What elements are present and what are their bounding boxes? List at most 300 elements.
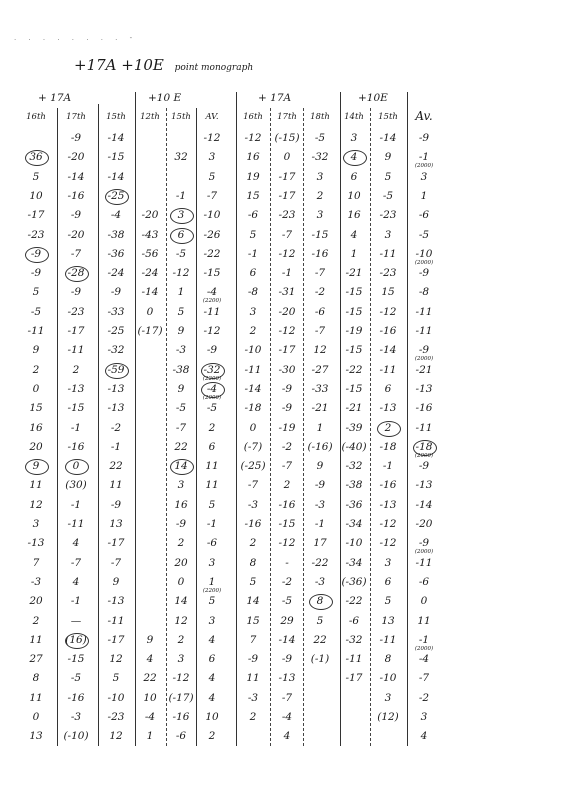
table-cell: 5 <box>316 614 324 627</box>
table-cell: -32 <box>107 344 125 357</box>
table-cell: -4 <box>110 209 122 222</box>
table-cell: -15 <box>311 228 329 241</box>
table-cell: -13 <box>278 672 296 685</box>
table-cell: 6 <box>384 382 392 395</box>
table-cell: -15 <box>345 344 363 357</box>
table-cell: -24 <box>141 267 159 280</box>
table-cell: -59 <box>99 364 133 376</box>
table-cell: -12 <box>203 132 221 144</box>
cell-note: (2000) <box>414 163 434 170</box>
table-cell: 9 <box>146 633 154 646</box>
table-cell: -12 <box>278 325 296 337</box>
table-cell: -5 <box>175 247 187 260</box>
table-cell: 2 <box>177 537 185 550</box>
table-cell: 12 <box>174 614 188 627</box>
table-cell: 6 <box>208 440 216 453</box>
table-cell: -15 <box>107 151 125 164</box>
table-cell: -12 <box>172 672 190 685</box>
table-cell: 3 <box>384 556 392 569</box>
table-cell: 16 <box>347 209 361 222</box>
table-cell: 6 <box>167 229 195 241</box>
table-cell: -12 <box>278 537 296 550</box>
table-cell: -10 <box>415 247 433 260</box>
column-header: 15th <box>378 112 398 122</box>
table-cell: -23 <box>107 711 125 723</box>
table-cell: 16 <box>246 151 260 164</box>
table-cell: -14 <box>379 344 397 357</box>
table-cell: -17 <box>278 170 296 183</box>
table-cell: -9 <box>418 537 430 550</box>
table-cell: 12 <box>109 730 123 743</box>
table-cell: -9 <box>70 132 82 144</box>
table-cell: (-15) <box>274 132 300 144</box>
table-cell: 5 <box>32 170 40 183</box>
table-cell: 20 <box>174 556 188 569</box>
table-cell: 15 <box>246 614 260 627</box>
title-note: point monograph <box>174 63 254 73</box>
table-cell: -13 <box>379 402 397 415</box>
table-cell: -13 <box>27 537 45 550</box>
table-cell: 3 <box>208 556 216 569</box>
table-cell: -13 <box>415 479 433 492</box>
table-cell: 32 <box>174 151 188 164</box>
table-cell: 3 <box>208 614 216 627</box>
table-cell: 11 <box>29 691 43 704</box>
table-cell: - <box>285 556 289 569</box>
table-cell: 16 <box>29 421 43 434</box>
table-cell: -32 <box>311 151 329 164</box>
table-cell: 8 <box>32 672 40 685</box>
table-cell: -34 <box>345 518 363 530</box>
table-cell: 5 <box>384 170 392 183</box>
table-cell: 22 <box>109 460 123 473</box>
table-cell: 9 <box>32 344 40 357</box>
table-cell: -20 <box>278 305 296 318</box>
table-cell: -7 <box>314 267 326 280</box>
table-cell: -17 <box>278 344 296 357</box>
table-cell: -9 <box>175 518 187 530</box>
table-cell: 2 <box>177 633 185 646</box>
column-divider <box>57 108 58 746</box>
cell-note: (2000) <box>414 356 434 363</box>
column-header: 12th <box>140 112 160 122</box>
table-cell: -2 <box>418 691 430 704</box>
table-cell: (-40) <box>341 440 367 453</box>
column-divider <box>196 108 197 746</box>
table-cell: -13 <box>415 382 433 395</box>
table-cell: (16) <box>59 634 93 646</box>
table-cell: -23 <box>278 209 296 222</box>
table-cell: 4 <box>208 633 216 646</box>
table-cell: -5 <box>418 228 430 241</box>
table-cell: -38 <box>172 363 190 376</box>
table-cell: 14 <box>167 460 195 472</box>
table-cell: 5 <box>249 575 257 588</box>
table-cell: -1 <box>175 189 187 202</box>
table-cell: 3 <box>316 209 324 222</box>
table-cell: -15 <box>345 382 363 395</box>
table-cell: -1 <box>110 440 122 453</box>
table-cell: -3 <box>314 575 326 588</box>
table-cell: -20 <box>415 518 433 530</box>
table-cell: -22 <box>345 595 363 608</box>
table-cell: -1 <box>70 595 82 608</box>
table-cell: -1 <box>281 267 293 280</box>
table-cell: -33 <box>311 382 329 395</box>
table-cell: -9 <box>418 267 430 280</box>
table-cell: -14 <box>107 170 125 183</box>
table-cell: 17 <box>313 537 327 550</box>
table-cell: -3 <box>70 711 82 723</box>
table-cell: (-10) <box>63 730 89 743</box>
table-cell: -12 <box>379 305 397 318</box>
table-cell: 13 <box>381 614 395 627</box>
table-cell: -26 <box>203 228 221 241</box>
table-cell: (-16) <box>307 440 333 453</box>
column-header: 16th <box>243 112 263 122</box>
table-cell: -12 <box>379 518 397 530</box>
table-cell: 14 <box>174 595 188 608</box>
table-cell: -9 <box>281 653 293 666</box>
table-cell: -23 <box>379 209 397 222</box>
table-cell: -36 <box>107 247 125 260</box>
table-cell: 1 <box>420 189 428 202</box>
table-cell: -13 <box>379 498 397 511</box>
table-cell: -31 <box>278 286 296 299</box>
table-cell: -2 <box>110 421 122 434</box>
table-cell: -11 <box>415 305 433 318</box>
table-cell: -2 <box>281 575 293 588</box>
table-cell: -6 <box>418 575 430 588</box>
cell-note: (2000) <box>414 549 434 556</box>
table-cell: -9 <box>281 382 293 395</box>
table-cell: -5 <box>70 672 82 685</box>
table-cell: -18 <box>379 440 397 453</box>
column-header: 17th <box>277 112 297 122</box>
table-cell: -16 <box>67 691 85 704</box>
table-cell: -7 <box>281 228 293 241</box>
table-cell: 11 <box>205 479 219 492</box>
table-cell: -43 <box>141 228 159 241</box>
table-cell: -16 <box>415 402 433 415</box>
cell-note: (2200) <box>202 298 222 305</box>
table-cell: -14 <box>141 286 159 299</box>
table-cell: -2 <box>281 440 293 453</box>
table-cell: (-36) <box>341 575 367 588</box>
table-cell: -11 <box>379 247 397 260</box>
table-cell: -17 <box>107 537 125 550</box>
cell-note: (2000) <box>202 394 222 401</box>
table-cell: -1 <box>70 498 82 511</box>
table-cell: 2 <box>372 422 404 434</box>
table-cell: -18 <box>406 441 442 453</box>
table-cell: -21 <box>345 267 363 280</box>
table-cell: -23 <box>27 228 45 241</box>
table-cell: 0 <box>32 382 40 395</box>
table-cell: 11 <box>29 479 43 492</box>
column-divider <box>236 92 237 746</box>
table-cell: -32 <box>345 633 363 646</box>
table-cell: -23 <box>67 305 85 318</box>
table-cell: 5 <box>208 170 216 183</box>
table-cell: -11 <box>379 363 397 376</box>
table-cell: 1 <box>350 247 358 260</box>
table-cell: -11 <box>203 305 221 318</box>
table-cell: 29 <box>280 614 294 627</box>
group-header-10e-left: +10 E <box>148 92 182 104</box>
table-cell: 0 <box>32 711 40 723</box>
table-cell: 6 <box>249 267 257 280</box>
table-cell: -14 <box>379 132 397 144</box>
table-cell: 11 <box>109 479 123 492</box>
table-cell: -16 <box>311 247 329 260</box>
table-cell: 4 <box>72 537 80 550</box>
table-cell: 2 <box>249 537 257 550</box>
table-cell: 5 <box>208 498 216 511</box>
table-cell: -3 <box>30 575 42 588</box>
table-cell: (-17) <box>137 325 163 337</box>
table-cell: -23 <box>379 267 397 280</box>
column-header: 18th <box>310 112 330 122</box>
table-cell: 2 <box>208 730 216 743</box>
table-cell: -9 <box>314 479 326 492</box>
table-cell: 5 <box>32 286 40 299</box>
column-header: 16th <box>26 112 46 122</box>
table-cell: 22 <box>313 633 327 646</box>
table-cell: 22 <box>143 672 157 685</box>
table-cell: 4 <box>350 228 358 241</box>
table-cell: -38 <box>345 479 363 492</box>
table-cell: -7 <box>110 556 122 569</box>
table-cell: -9 <box>70 286 82 299</box>
table-cell: -56 <box>141 247 159 260</box>
table-cell: 15 <box>381 286 395 299</box>
table-cell: 9 <box>19 460 53 472</box>
table-cell: -3 <box>247 498 259 511</box>
table-cell: (-25) <box>240 460 266 473</box>
table-cell: -21 <box>311 402 329 415</box>
table-cell: -6 <box>314 305 326 318</box>
table-cell: 3 <box>249 305 257 318</box>
table-cell: -11 <box>27 325 45 337</box>
table-cell: -14 <box>415 498 433 511</box>
table-cell: -16 <box>278 498 296 511</box>
table-cell: -14 <box>107 132 125 144</box>
table-cell: -4 <box>281 711 293 723</box>
table-cell: -22 <box>311 556 329 569</box>
table-cell: -1 <box>382 460 394 473</box>
table-cell: 22 <box>174 440 188 453</box>
table-cell: -15 <box>345 305 363 318</box>
table-cell: 7 <box>249 633 257 646</box>
table-cell: -7 <box>281 691 293 704</box>
cell-note: (2000) <box>414 452 434 459</box>
table-cell: 20 <box>29 440 43 453</box>
table-cell: -27 <box>311 363 329 376</box>
column-header: Av. <box>415 109 433 123</box>
table-cell: -9 <box>418 460 430 473</box>
table-cell: -4 <box>195 383 229 395</box>
column-header: 15th <box>171 112 191 122</box>
column-divider <box>166 108 167 746</box>
table-cell: -21 <box>415 363 433 376</box>
table-cell: 9 <box>177 382 185 395</box>
table-cell: 3 <box>177 479 185 492</box>
table-cell: 0 <box>249 421 257 434</box>
cell-note: (2200) <box>202 587 222 594</box>
table-cell: 14 <box>246 595 260 608</box>
table-cell: -1 <box>206 518 218 530</box>
table-cell: 0 <box>177 575 185 588</box>
column-header: AV. <box>205 112 219 122</box>
table-cell: -22 <box>345 363 363 376</box>
table-cell: 5 <box>208 595 216 608</box>
table-cell: -11 <box>244 363 262 376</box>
table-cell: -12 <box>244 132 262 144</box>
table-cell: -16 <box>67 440 85 453</box>
table-cell: 4 <box>146 653 154 666</box>
table-cell: -11 <box>415 421 433 434</box>
group-header-10e-right: +10E <box>358 92 388 104</box>
table-cell: -7 <box>418 672 430 685</box>
table-cell: -7 <box>206 189 218 202</box>
table-cell: 2 <box>32 614 40 627</box>
table-cell: -17 <box>67 325 85 337</box>
table-cell: -39 <box>345 421 363 434</box>
table-cell: 15 <box>29 402 43 415</box>
table-cell: 6 <box>208 653 216 666</box>
table-cell: -3 <box>314 498 326 511</box>
table-cell: -9 <box>110 498 122 511</box>
table-cell: 16 <box>174 498 188 511</box>
table-cell: 12 <box>313 344 327 357</box>
table-cell: -1 <box>418 151 430 164</box>
table-cell: 9 <box>316 460 324 473</box>
table-cell: 8 <box>249 556 257 569</box>
table-cell: 3 <box>167 209 195 221</box>
table-cell: 12 <box>29 498 43 511</box>
table-cell: -5 <box>314 132 326 144</box>
table-cell: -4 <box>418 653 430 666</box>
table-cell: -3 <box>175 344 187 357</box>
table-cell: -14 <box>278 633 296 646</box>
table-cell: 13 <box>109 518 123 530</box>
table-cell: -15 <box>203 267 221 280</box>
table-cell: -11 <box>67 344 85 357</box>
column-divider <box>303 108 304 746</box>
table-cell: (-7) <box>243 440 263 453</box>
table-cell: 6 <box>350 170 358 183</box>
table-cell: -11 <box>345 653 363 666</box>
table-cell: -5 <box>206 402 218 415</box>
table-cell: -33 <box>107 305 125 318</box>
table-cell: -16 <box>67 189 85 202</box>
table-cell: -9 <box>418 132 430 144</box>
table-cell: 3 <box>420 711 428 723</box>
table-cell: 2 <box>208 421 216 434</box>
table-cell: -7 <box>70 556 82 569</box>
table-cell: -20 <box>67 228 85 241</box>
table-cell: -20 <box>67 151 85 164</box>
table-cell: -12 <box>203 325 221 337</box>
table-cell: -6 <box>206 537 218 550</box>
table-cell: 11 <box>246 672 260 685</box>
table-cell: 8 <box>304 595 336 607</box>
table-cell: 4 <box>339 151 369 163</box>
table-cell: 7 <box>32 556 40 569</box>
table-cell: -9 <box>281 402 293 415</box>
table-cell: -11 <box>415 325 433 337</box>
table-cell: -8 <box>247 286 259 299</box>
table-cell: 13 <box>29 730 43 743</box>
column-header: 17th <box>66 112 86 122</box>
table-cell: 15 <box>246 189 260 202</box>
table-cell: -4 <box>206 286 218 299</box>
table-cell: 1 <box>316 421 324 434</box>
table-cell: (-1) <box>310 653 330 666</box>
table-cell: 4 <box>208 691 216 704</box>
table-cell: 4 <box>72 575 80 588</box>
table-cell: -15 <box>345 286 363 299</box>
table-cell: -25 <box>107 325 125 337</box>
cell-note: (2200) <box>202 375 222 382</box>
table-cell: -38 <box>107 228 125 241</box>
table-cell: 27 <box>29 653 43 666</box>
column-divider <box>407 92 408 746</box>
table-cell: -5 <box>281 595 293 608</box>
table-cell: -16 <box>172 711 190 723</box>
table-cell: -5 <box>382 189 394 202</box>
table-cell: 4 <box>208 672 216 685</box>
top-marks: . . . . . . . . - <box>14 34 138 42</box>
table-cell: -7 <box>314 325 326 337</box>
table-cell: -6 <box>418 209 430 222</box>
table-cell: 2 <box>283 479 291 492</box>
table-cell: -34 <box>345 556 363 569</box>
table-cell: 3 <box>384 228 392 241</box>
table-cell: -1 <box>314 518 326 530</box>
table-cell: 2 <box>32 363 40 376</box>
table-cell: 4 <box>283 730 291 743</box>
page-title <box>74 56 253 74</box>
table-cell: -11 <box>415 556 433 569</box>
table-cell: -9 <box>206 344 218 357</box>
table-cell: -4 <box>144 711 156 723</box>
table-cell: -11 <box>379 633 397 646</box>
title-text: +17A +10E <box>74 56 164 74</box>
table-cell: 1 <box>177 286 185 299</box>
table-cell: 8 <box>384 653 392 666</box>
table-cell: 36 <box>19 151 53 163</box>
table-cell: -15 <box>67 402 85 415</box>
table-cell: 0 <box>146 305 154 318</box>
table-cell: 1 <box>146 730 154 743</box>
table-cell: -9 <box>110 286 122 299</box>
table-cell: -10 <box>203 209 221 222</box>
table-cell: -13 <box>107 402 125 415</box>
column-divider <box>135 92 136 746</box>
column-header: 15th <box>106 112 126 122</box>
table-cell: 3 <box>384 691 392 704</box>
table-cell: 4 <box>420 730 428 743</box>
cell-note: (2000) <box>414 259 434 266</box>
table-cell: 5 <box>112 672 120 685</box>
table-cell: 11 <box>417 614 431 627</box>
table-cell: -18 <box>244 402 262 415</box>
table-cell: 19 <box>246 170 260 183</box>
table-cell: 0 <box>420 595 428 608</box>
table-cell: — <box>70 614 82 627</box>
